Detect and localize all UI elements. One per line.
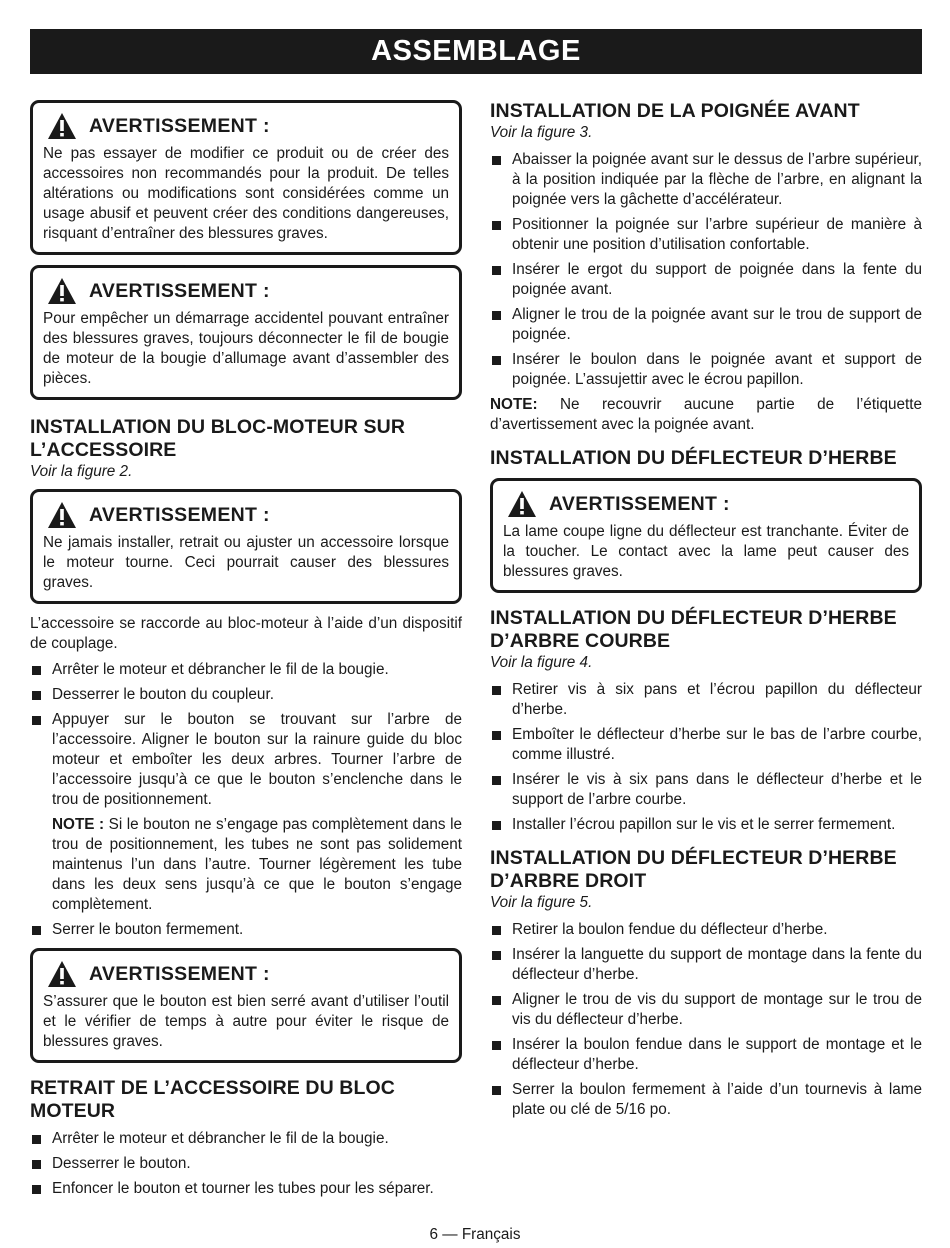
figure-reference: Voir la figure 2. (30, 463, 133, 480)
bullet-square-icon (492, 996, 501, 1005)
bullet-list (30, 1129, 462, 1199)
section-heading: INSTALLATION DU DÉFLECTEUR D’HERBE (490, 447, 897, 469)
section-heading: INSTALLATION DU DÉFLECTEUR D’HERBE D’ARBRE COURBE (490, 607, 897, 652)
warning-header (43, 111, 449, 141)
bullet-square-icon (492, 156, 501, 165)
warning-box (30, 489, 462, 604)
list-item: Enfoncer le bouton et tourner les tubes pour les séparer. (30, 1179, 462, 1199)
bullet-square-icon (492, 311, 501, 320)
list-item: Appuyer sur le bouton se trouvant sur l’arbre de l’accessoire. Aligner le bouton sur la rainure guide du bloc moteur et emboîter les deux arbres. Tourner l’arbre de l’accessoire jusqu’à ce que le bouton s’enclenche dans le trou de positionnement. (30, 710, 462, 810)
list-item: Arrêter le moteur et débrancher le fil de la bougie. (30, 660, 462, 680)
list-item: Insérer le vis à six pans dans le déflecteur d’herbe et le support de l’arbre courbe. (490, 770, 922, 810)
bullet-list (490, 920, 922, 1120)
list-item: Insérer le boulon dans le poignée avant et support de poignée. L’assujettir avec le écrou papillon. (490, 350, 922, 390)
warning-triangle-icon (47, 277, 77, 305)
list-item: Aligner le trou de la poignée avant sur le trou de support de poignée. (490, 305, 922, 345)
warning-title: AVERTISSEMENT : (89, 962, 270, 985)
warning-header (43, 500, 449, 530)
bullet-square-icon (492, 1086, 501, 1095)
bullet-list (490, 150, 922, 390)
bullet-square-icon (32, 1160, 41, 1169)
warning-header (43, 959, 449, 989)
figure-reference: Voir la figure 4. (490, 654, 593, 671)
bullet-square-icon (492, 951, 501, 960)
list-item: Insérer le ergot du support de poignée dans la fente du poignée avant. (490, 260, 922, 300)
warning-triangle-icon (47, 960, 77, 988)
right-column (490, 100, 922, 1125)
note-text: Si le bouton ne s’engage pas complètement dans le trou de positionnement, les tubes ne sont pas solidement maintenus l’un dans l’autre. Tourner légèrement les tube dans les deux sens jusqu’à ce que le bouton s’engage complètement. (52, 816, 463, 913)
figure-reference: Voir la figure 3. (490, 124, 593, 141)
section-heading: INSTALLATION DU BLOC-MOTEUR SUR L’ACCESSOIRE (30, 416, 406, 461)
section-heading: INSTALLATION DE LA POIGNÉE AVANT (490, 100, 860, 122)
warning-box (30, 100, 462, 255)
list-item: Desserrer le bouton du coupleur. (30, 685, 462, 705)
warning-box (490, 478, 922, 593)
warning-triangle-icon (47, 112, 77, 140)
note (490, 395, 922, 435)
warning-title: AVERTISSEMENT : (89, 503, 270, 526)
bullet-square-icon (32, 1185, 41, 1194)
list-item: Positionner la poignée sur l’arbre supérieur de manière à obtenir une position d’utilisation confortable. (490, 215, 922, 255)
bullet-list (490, 680, 922, 835)
note-label: NOTE : (52, 816, 105, 833)
warning-text: Ne pas essayer de modifier ce produit ou de créer des accessoires non recommandés pour la produit. De telles altérations ou modifications sont considérées comme un usage abusif et peuvent créer des conditions dangereuses, risquant d’entraîner des blessures graves. (43, 145, 449, 242)
section-heading: RETRAIT DE L’ACCESSOIRE DU BLOC MOTEUR (30, 1077, 395, 1122)
list-item: Desserrer le bouton. (30, 1154, 462, 1174)
note-label: NOTE: (490, 396, 538, 413)
bullet-square-icon (492, 356, 501, 365)
warning-triangle-icon (47, 501, 77, 529)
bullet-square-icon (492, 686, 501, 695)
warning-box (30, 948, 462, 1063)
list-item: Installer l’écrou papillon sur le vis et le serrer fermement. (490, 815, 922, 835)
page-footer: 6 — Français (429, 1226, 521, 1243)
bullet-list (30, 660, 462, 810)
warning-title: AVERTISSEMENT : (89, 279, 270, 302)
section-heading: INSTALLATION DU DÉFLECTEUR D’HERBE D’ARBRE DROIT (490, 847, 897, 892)
warning-box (30, 265, 462, 400)
bullet-square-icon (492, 776, 501, 785)
bullet-square-icon (492, 821, 501, 830)
note (30, 815, 462, 915)
list-item: Aligner le trou de vis du support de montage sur le trou de vis du déflecteur d’herbe. (490, 990, 922, 1030)
warning-title: AVERTISSEMENT : (89, 114, 270, 137)
intro-paragraph: L’accessoire se raccorde au bloc-moteur à l’aide d’un dispositif de couplage. (30, 615, 462, 652)
bullet-square-icon (492, 221, 501, 230)
list-item: Insérer la boulon fendue dans le support de montage et le déflecteur d’herbe. (490, 1035, 922, 1075)
warning-header (503, 489, 909, 519)
bullet-square-icon (32, 926, 41, 935)
bullet-square-icon (32, 1135, 41, 1144)
note-text: Ne recouvrir aucune partie de l’étiquette d’avertissement avec la poignée avant. (490, 396, 922, 433)
bullet-square-icon (32, 716, 41, 725)
list-item: Insérer la languette du support de montage dans la fente du déflecteur d’herbe. (490, 945, 922, 985)
warning-text: Pour empêcher un démarrage accidentel pouvant entraîner des blessures graves, toujours déconnecter le fil de bougie de moteur de la bougie d’allumage avant d’assembler des pièces. (43, 310, 449, 387)
warning-header (43, 276, 449, 306)
bullet-square-icon (492, 926, 501, 935)
bullet-list (30, 920, 462, 940)
bullet-square-icon (32, 666, 41, 675)
warning-text: La lame coupe ligne du déflecteur est tranchante. Éviter de la toucher. Le contact avec la lame peut causer des blessures graves. (503, 523, 909, 580)
list-item: Serrer le bouton fermement. (30, 920, 462, 940)
list-item: Abaisser la poignée avant sur le dessus de l’arbre supérieur, à la position indiquée par la flèche de l’arbre, en alignant la poignée vers la gâchette d’accélérateur. (490, 150, 922, 210)
figure-reference: Voir la figure 5. (490, 894, 593, 911)
list-item: Arrêter le moteur et débrancher le fil de la bougie. (30, 1129, 462, 1149)
list-item: Retirer vis à six pans et l’écrou papillon du déflecteur d’herbe. (490, 680, 922, 720)
warning-title: AVERTISSEMENT : (549, 492, 730, 515)
list-item: Retirer la boulon fendue du déflecteur d’herbe. (490, 920, 922, 940)
bullet-square-icon (492, 266, 501, 275)
list-item: Emboîter le déflecteur d’herbe sur le bas de l’arbre courbe, comme illustré. (490, 725, 922, 765)
page-title: ASSEMBLAGE (30, 29, 922, 74)
bullet-square-icon (492, 731, 501, 740)
bullet-square-icon (32, 691, 41, 700)
warning-triangle-icon (507, 490, 537, 518)
list-item: Serrer la boulon fermement à l’aide d’un tournevis à lame plate ou clé de 5/16 po. (490, 1080, 922, 1120)
warning-text: Ne jamais installer, retrait ou ajuster un accessoire lorsque le moteur tourne. Ceci pourrait causer des blessures graves. (43, 534, 449, 591)
warning-text: S’assurer que le bouton est bien serré avant d’utiliser l’outil et le vérifier de temps à autre pour éviter le risque de blessures graves. (43, 993, 449, 1050)
bullet-square-icon (492, 1041, 501, 1050)
left-column (30, 100, 462, 1204)
